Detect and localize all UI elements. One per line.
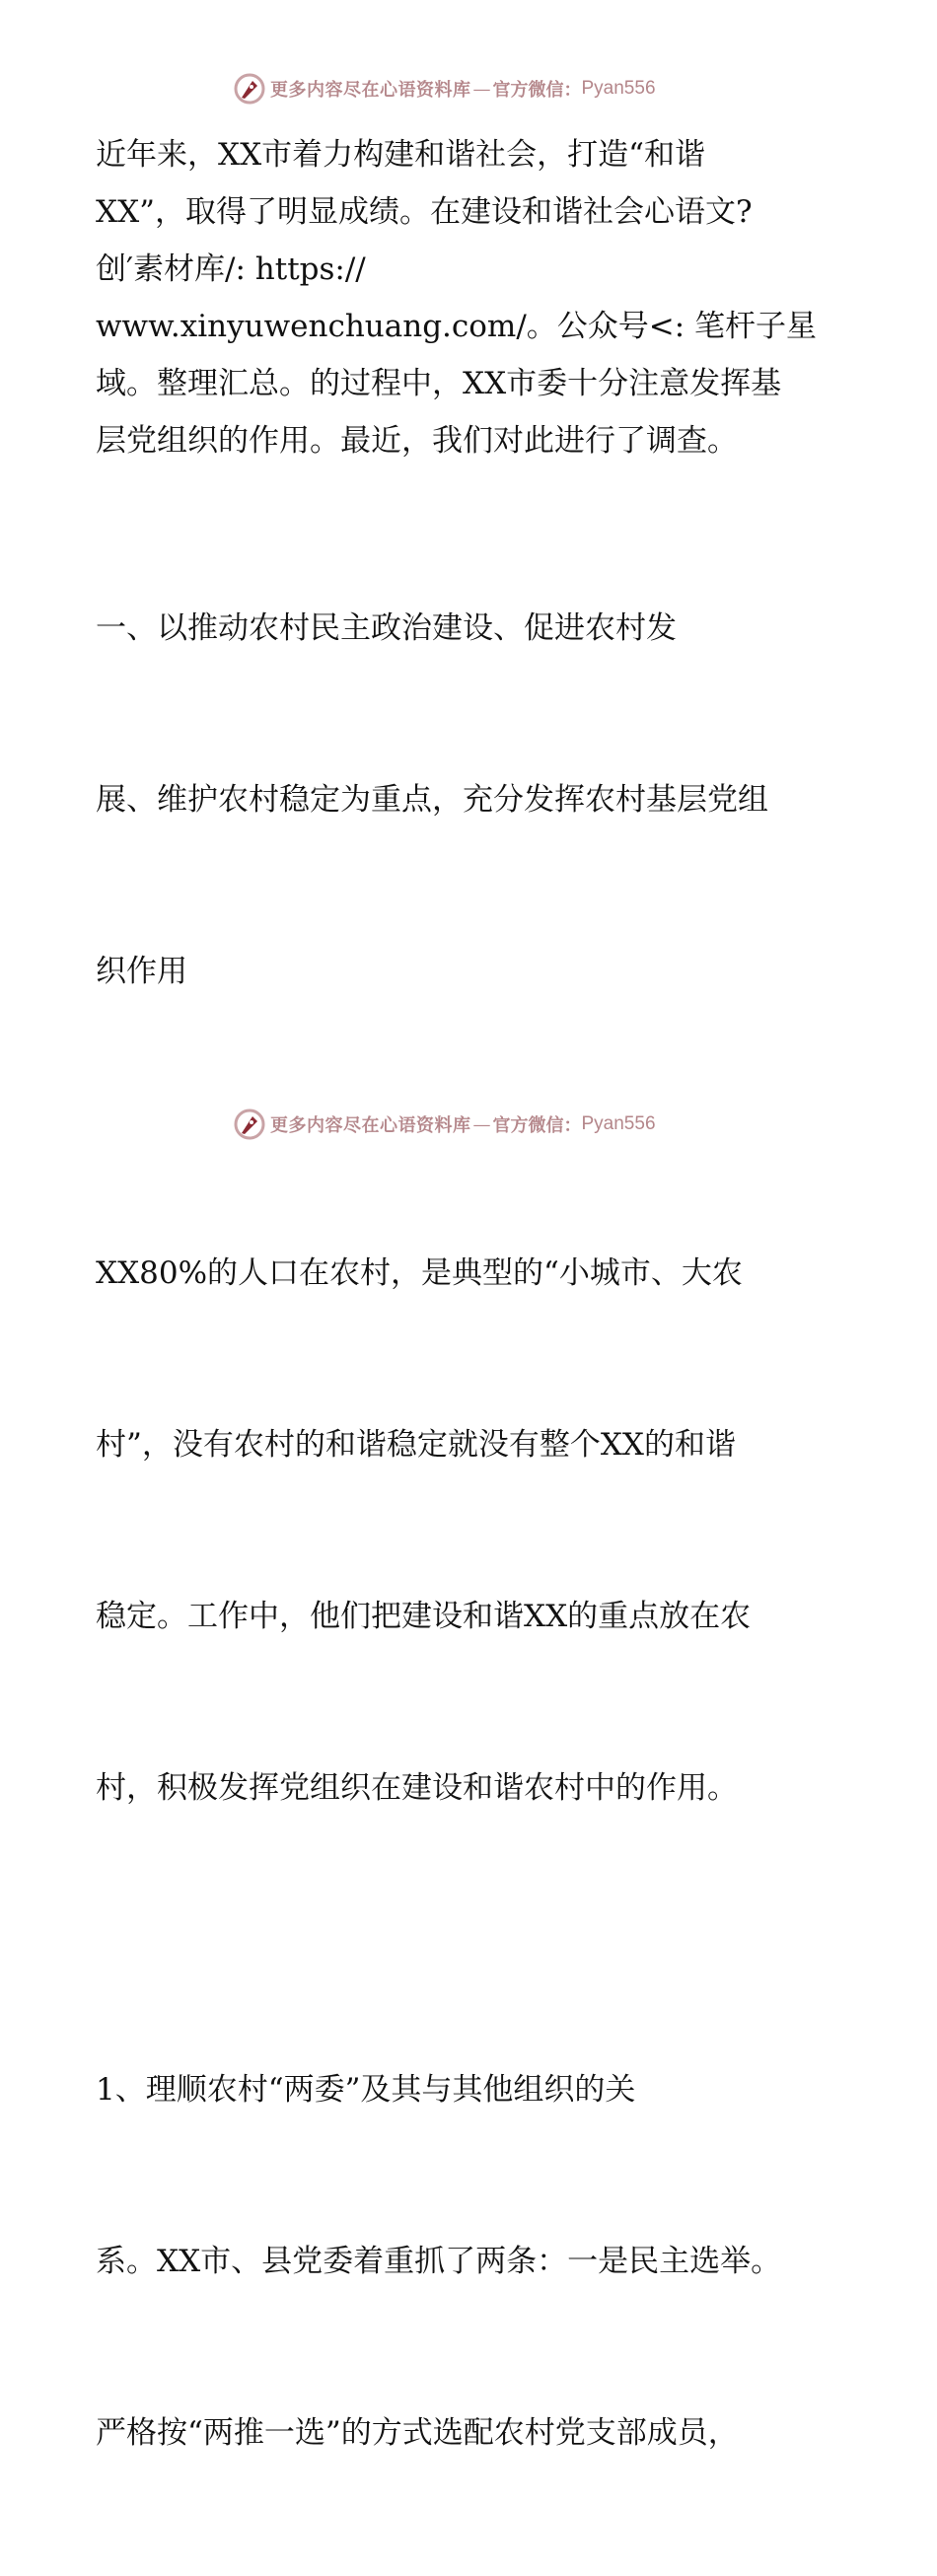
text-line: 系。XX市、县党委着重抓了两条：一是民主选举。 (96, 2244, 782, 2279)
watermark-dash: — (472, 78, 491, 100)
header-watermark (233, 71, 656, 107)
text-line: XX80%的人口在农村，是典型的“小城市、大农 (96, 1255, 743, 1291)
watermark-wechat-id: Pyan556 (581, 1113, 656, 1134)
text-line: 域。整理汇总。的过程中，XX市委十分注意发挥基 (96, 366, 782, 401)
paragraph-rural (96, 1130, 855, 1931)
text-line: 严格按“两推一选”的方式选配农村党支部成员， (96, 2415, 739, 2451)
document-body (96, 126, 855, 2576)
text-line: XX”，取得了明显成绩。在建设和谐社会心语文? (96, 194, 753, 230)
paragraph-intro (96, 126, 855, 469)
text-line: 展、维护农村稳定为重点，充分发挥农村基层党组 (96, 782, 768, 818)
paragraph-item-1 (96, 1947, 855, 2576)
text-line: 层党组织的作用。最近，我们对此进行了调查。 (96, 423, 738, 459)
watermark-label: 官方微信： (492, 80, 582, 101)
text-line: 一、以推动农村民主政治建设、促进农村发 (96, 610, 677, 646)
pen-nib-logo-icon (233, 1108, 266, 1141)
text-line: 创′素材库/: https:// (96, 251, 366, 287)
watermark-label: 官方微信： (492, 1115, 582, 1136)
text-line: 村”，没有农村的和谐稳定就没有整个XX的和谐 (96, 1427, 736, 1463)
section-heading-1 (96, 485, 855, 1114)
watermark-site-text: 更多内容尽在心语资料库 (270, 1115, 471, 1136)
pen-nib-logo-icon (233, 72, 266, 106)
text-line: 稳定。工作中，他们把建设和谐XX的重点放在农 (96, 1599, 752, 1634)
footer-watermark (233, 1107, 656, 1142)
watermark-dash: — (472, 1113, 491, 1135)
text-line: 村，积极发挥党组织在建设和谐农村中的作用。 (96, 1770, 738, 1806)
text-line: 织作用 (96, 954, 187, 989)
watermark-wechat-id: Pyan556 (581, 78, 656, 99)
text-line: 近年来，XX市着力构建和谐社会，打造“和谐 (96, 137, 705, 173)
text-line: www.xinyuwenchuang.com/。公众号<: 笔杆子星 (96, 309, 818, 344)
text-line: 1、理顺农村“两委”及其与其他组织的关 (96, 2072, 636, 2108)
watermark-site-text: 更多内容尽在心语资料库 (270, 80, 471, 101)
